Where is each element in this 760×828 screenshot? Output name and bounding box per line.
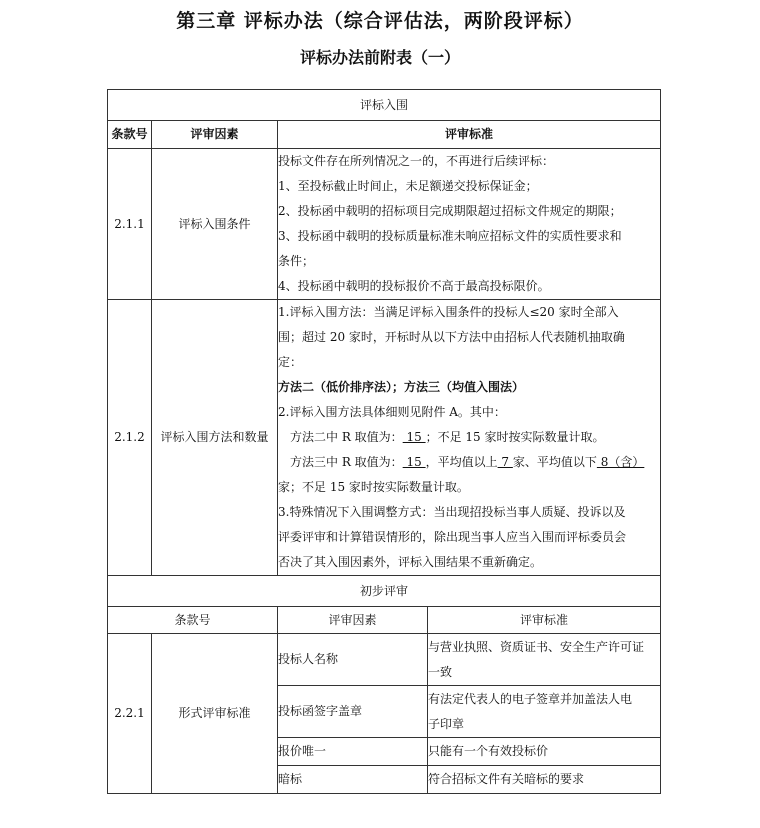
factor-label: 报价唯一: [278, 738, 428, 766]
header-factor: 评审因素: [152, 121, 278, 149]
text-line: 一致: [428, 664, 453, 679]
method-two-line: [278, 425, 660, 450]
text-line: 围；超过 20 家时，开标时从以下方法中由招标人代表随机抽取确: [278, 330, 625, 344]
text-line: 2、投标函中载明的招标项目完成期限超过招标文件规定的期限；: [278, 204, 622, 218]
table-title: 评标办法前附表（一）: [299, 48, 460, 67]
text-line: 4、投标函中载明的投标报价不高于最高投标限价。: [278, 279, 550, 293]
standard-text: [428, 686, 661, 738]
r-value: 15: [402, 430, 426, 444]
factor-label: 投标函签字盖章: [278, 686, 428, 738]
header-standard: 评审标准: [278, 121, 661, 149]
clause-number: 2.2.1: [108, 634, 152, 794]
standard-text: [278, 149, 661, 300]
standard-text: 只能有一个有效投标价: [428, 738, 661, 766]
text-line: 家；不足 15 家时按实际数量计取。: [278, 480, 469, 494]
chapter-title: 第三章 评标办法（综合评估法，两阶段评标）: [176, 10, 584, 32]
method-options: 方法二（低价排序法）；方法三（均值入围法）: [278, 380, 525, 394]
category-label: 形式评审标准: [152, 634, 278, 794]
above-count: 7: [497, 455, 513, 469]
clause-number: 2.1.2: [108, 300, 152, 576]
clause-number: 2.1.1: [108, 149, 152, 300]
text-line: 否决了其入围因素外，评标入围结果不重新确定。: [278, 555, 543, 569]
text-line: 3、投标函中载明的投标质量标准未响应招标文件的实质性要求和: [278, 229, 622, 243]
text-line: 有法定代表人的电子签章并加盖法人电: [428, 691, 633, 706]
evaluation-table: [107, 89, 661, 794]
factor-label: 投标人名称: [278, 634, 428, 686]
text-span: ，平均值以上: [425, 455, 498, 469]
header-factor: 评审因素: [278, 607, 428, 634]
header-clause: 条款号: [108, 607, 278, 634]
standard-text: 符合招标文件有关暗标的要求: [428, 766, 661, 794]
section-title-preliminary: 初步评审: [108, 576, 661, 607]
text-line: 评委评审和计算错误情形的，除出现当事人应当入围而评标委员会: [278, 530, 627, 544]
below-count: 8（含）: [596, 455, 645, 469]
r-value: 15: [402, 455, 426, 469]
standard-text: [428, 634, 661, 686]
text-line: 1、至投标截止时间止，未足额递交投标保证金；: [278, 179, 538, 193]
header-standard: 评审标准: [428, 607, 661, 634]
text-line: 子印章: [428, 716, 465, 731]
standard-text: [278, 300, 661, 576]
text-line: 投标文件存在所列情况之一的，不再进行后续评标：: [278, 154, 555, 168]
text-line: 与营业执照、资质证书、安全生产许可证: [428, 639, 645, 654]
text-line: 条件；: [278, 254, 315, 268]
text-span: 方法三中 R 取值为：: [290, 455, 403, 469]
method-three-line: [278, 450, 660, 475]
text-line: 定：: [278, 355, 303, 369]
text-line: 3.特殊情况下入围调整方式：当出现招投标当事人质疑、投诉以及: [278, 505, 626, 519]
text-span: 方法二中 R 取值为：: [290, 430, 403, 444]
text-span: 家、平均值以下: [512, 455, 597, 469]
text-line: 1.评标入围方法：当满足评标入围条件的投标人≤20 家时全部入: [278, 305, 619, 319]
header-clause: 条款号: [108, 121, 152, 149]
factor-label: 评标入围条件: [152, 149, 278, 300]
factor-label: 评标入围方法和数量: [152, 300, 278, 576]
factor-label: 暗标: [278, 766, 428, 794]
section-title-shortlist: 评标入围: [108, 90, 661, 121]
text-span: ；不足 15 家时按实际数量计取。: [425, 430, 605, 444]
text-line: 2.评标入围方法具体细则见附件 A。其中：: [278, 405, 506, 419]
